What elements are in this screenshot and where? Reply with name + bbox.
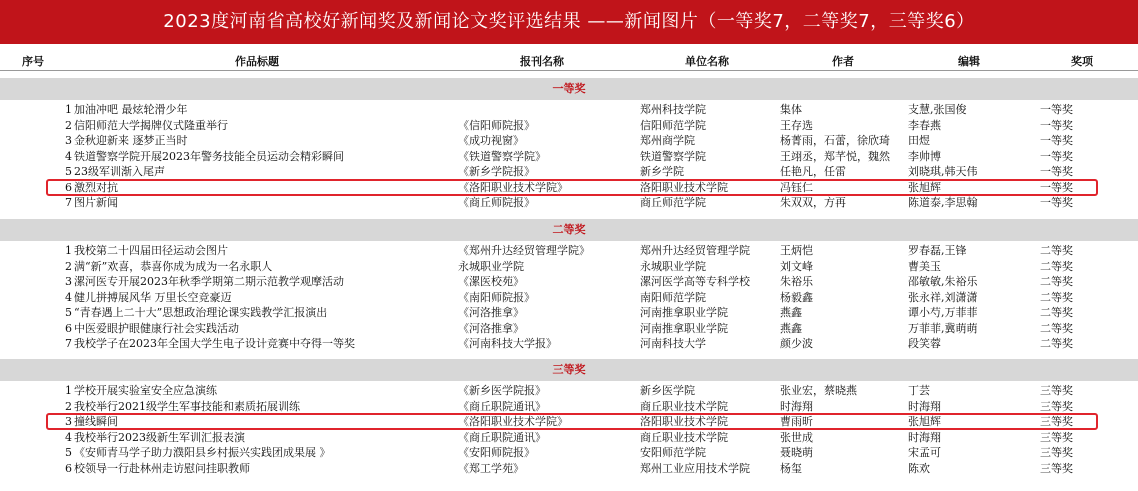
cell-no: 2 bbox=[65, 399, 72, 413]
table-row bbox=[0, 118, 1138, 133]
cell-unit: 商丘职业技术学院 bbox=[640, 399, 728, 413]
cell-title: 金秋迎新来 逐梦正当时 bbox=[74, 134, 188, 147]
cell-title: 我校举行2021级学生军事技能和素质拓展训练 bbox=[74, 399, 300, 413]
cell-unit: 商丘师范学院 bbox=[640, 196, 706, 209]
col-header-no: 序号 bbox=[22, 55, 44, 68]
cell-paper: 《商丘师院报》 bbox=[458, 196, 535, 209]
cell-author: 王翊丞，郑芊悦，魏然 bbox=[780, 149, 890, 163]
cell-award: 一等奖 bbox=[1040, 134, 1073, 147]
cell-award: 三等奖 bbox=[1040, 399, 1073, 413]
cell-editor: 丁芸 bbox=[908, 384, 930, 397]
cell-award: 二等奖 bbox=[1040, 306, 1073, 319]
cell-award: 二等奖 bbox=[1040, 244, 1073, 257]
cell-author: 张业宏，蔡晓燕 bbox=[780, 384, 857, 397]
cell-editor: 罗春磊,王锋 bbox=[908, 244, 967, 257]
cell-unit: 郑州工业应用技术学院 bbox=[640, 461, 750, 475]
cell-editor: 张永祥,刘潇潇 bbox=[908, 290, 978, 304]
table-row bbox=[0, 321, 1138, 336]
cell-paper: 《河洛推拿》 bbox=[458, 321, 524, 335]
cell-editor: 段笑蓉 bbox=[908, 337, 941, 350]
cell-editor: 谭小芍,万菲菲 bbox=[908, 306, 978, 319]
cell-no: 5 bbox=[65, 306, 72, 319]
cell-author: 曹雨昕 bbox=[780, 415, 813, 428]
cell-no: 2 bbox=[65, 118, 72, 132]
cell-paper: 《南阳师院报》 bbox=[458, 290, 535, 304]
cell-author: 燕鑫 bbox=[780, 306, 802, 319]
cell-award: 一等奖 bbox=[1040, 196, 1073, 209]
cell-author: 杨菁雨，石蕾，徐欣琦 bbox=[780, 134, 890, 147]
cell-editor: 时海翔 bbox=[908, 430, 941, 444]
cell-unit: 河南科技大学 bbox=[640, 337, 706, 350]
cell-unit: 信阳师范学院 bbox=[640, 118, 706, 132]
cell-paper: 《新乡学院报》 bbox=[458, 165, 535, 178]
cell-author: 刘文峰 bbox=[780, 259, 813, 273]
cell-editor: 宋孟可 bbox=[908, 446, 941, 459]
cell-no: 4 bbox=[65, 290, 72, 304]
cell-paper: 《新乡医学院报》 bbox=[458, 384, 546, 397]
table-row bbox=[0, 383, 1138, 398]
cell-award: 三等奖 bbox=[1040, 384, 1073, 397]
cell-award: 一等奖 bbox=[1040, 118, 1073, 132]
cell-unit: 南阳师范学院 bbox=[640, 290, 706, 304]
table-row bbox=[0, 399, 1138, 414]
cell-editor: 刘晓琪,韩天伟 bbox=[908, 165, 978, 178]
cell-award: 一等奖 bbox=[1040, 149, 1073, 163]
table-row bbox=[0, 305, 1138, 320]
cell-award: 二等奖 bbox=[1040, 337, 1073, 350]
cell-title: 漯河医专开展2023年秋季学期第二期示范教学观摩活动 bbox=[74, 275, 344, 288]
cell-editor: 支慧,张国俊 bbox=[908, 103, 967, 116]
cell-unit: 郑州升达经贸管理学院 bbox=[640, 244, 750, 257]
section-header: 三等奖 bbox=[0, 359, 1138, 381]
cell-editor: 李春燕 bbox=[908, 118, 941, 132]
cell-paper: 《成功视窗》 bbox=[458, 134, 524, 147]
cell-author: 集体 bbox=[780, 103, 802, 116]
table-row bbox=[0, 164, 1138, 179]
cell-unit: 郑州科技学院 bbox=[640, 103, 706, 116]
cell-title: 健儿拼搏展风华 万里长空竞豪迈 bbox=[74, 290, 232, 304]
cell-author: 张世成 bbox=[780, 430, 813, 444]
cell-editor: 张旭辉 bbox=[908, 415, 941, 428]
cell-award: 一等奖 bbox=[1040, 180, 1073, 194]
cell-editor: 万菲菲,冀萌萌 bbox=[908, 321, 978, 335]
cell-no: 6 bbox=[65, 321, 72, 335]
cell-paper: 《安阳师院报》 bbox=[458, 446, 535, 459]
cell-author: 杨毅鑫 bbox=[780, 290, 813, 304]
cell-unit: 商丘职业技术学院 bbox=[640, 430, 728, 444]
cell-editor: 田煜 bbox=[908, 134, 930, 147]
cell-title: 《安师青马学子助力濮阳县乡村振兴实践团成果展 》 bbox=[74, 446, 331, 459]
cell-editor: 陈欢 bbox=[908, 461, 930, 475]
cell-no: 3 bbox=[65, 415, 72, 428]
cell-author: 杨玺 bbox=[780, 461, 802, 475]
table-row bbox=[0, 461, 1138, 476]
cell-unit: 洛阳职业技术学院 bbox=[640, 415, 728, 428]
cell-author: 朱双双，方再 bbox=[780, 196, 846, 209]
table-row bbox=[0, 133, 1138, 148]
cell-paper: 《河南科技大学报》 bbox=[458, 337, 557, 350]
cell-title: 满“新”欢喜，恭喜你成为成为一名永职人 bbox=[74, 259, 273, 273]
table-row bbox=[0, 102, 1138, 117]
cell-paper: 《洛阳职业技术学院》 bbox=[458, 415, 568, 428]
cell-author: 时海翔 bbox=[780, 399, 813, 413]
table-row bbox=[0, 336, 1138, 351]
cell-no: 7 bbox=[65, 337, 72, 350]
cell-no: 3 bbox=[65, 134, 72, 147]
cell-paper: 《郑州升达经贸管理学院》 bbox=[458, 244, 590, 257]
col-header-award: 奖项 bbox=[1071, 55, 1093, 68]
table-header bbox=[0, 50, 1138, 71]
cell-title: 校领导一行赴林州走访慰问挂职教师 bbox=[74, 461, 250, 475]
cell-unit: 河南推拿职业学院 bbox=[640, 306, 728, 319]
col-header-paper: 报刊名称 bbox=[520, 55, 564, 68]
col-header-title: 作品标题 bbox=[235, 55, 279, 68]
cell-no: 2 bbox=[65, 259, 72, 273]
page-title: 2023度河南省高校好新闻奖及新闻论文奖评选结果 ——新闻图片（一等奖7，二等奖7，三等奖6） bbox=[0, 0, 1138, 44]
cell-paper: 《漯医校苑》 bbox=[458, 275, 524, 288]
cell-title: 加油冲吧 最炫轮滑少年 bbox=[74, 103, 188, 116]
cell-author: 冯钰仁 bbox=[780, 180, 813, 194]
cell-author: 王存选 bbox=[780, 118, 813, 132]
cell-title: 中医爱眼护眼健康行社会实践活动 bbox=[74, 321, 239, 335]
cell-award: 二等奖 bbox=[1040, 259, 1073, 273]
cell-unit: 铁道警察学院 bbox=[640, 149, 706, 163]
cell-no: 5 bbox=[65, 165, 72, 178]
cell-author: 王炳恺 bbox=[780, 244, 813, 257]
cell-unit: 安阳师范学院 bbox=[640, 446, 706, 459]
cell-title: 信阳师范大学揭牌仪式隆重举行 bbox=[74, 118, 228, 132]
table-row bbox=[0, 445, 1138, 460]
cell-no: 1 bbox=[65, 384, 72, 397]
col-header-author: 作者 bbox=[832, 55, 854, 68]
cell-no: 5 bbox=[65, 446, 72, 459]
cell-award: 一等奖 bbox=[1040, 103, 1073, 116]
cell-unit: 新乡学院 bbox=[640, 165, 684, 178]
cell-title: 激烈对抗 bbox=[74, 180, 118, 194]
cell-editor: 陈道泰,李思翰 bbox=[908, 196, 978, 209]
cell-award: 三等奖 bbox=[1040, 430, 1073, 444]
cell-editor: 张旭辉 bbox=[908, 180, 941, 194]
cell-author: 任艳凡，任雷 bbox=[780, 165, 846, 178]
highlight-box bbox=[46, 179, 1098, 196]
cell-title: 我校举行2023级新生军训汇报表演 bbox=[74, 430, 245, 444]
cell-unit: 新乡医学院 bbox=[640, 384, 695, 397]
table-row bbox=[0, 274, 1138, 289]
cell-author: 颜少波 bbox=[780, 337, 813, 350]
col-header-editor: 编辑 bbox=[958, 55, 980, 68]
cell-paper: 《商丘职院通讯》 bbox=[458, 430, 546, 444]
cell-no: 6 bbox=[65, 461, 72, 475]
cell-no: 4 bbox=[65, 430, 72, 444]
cell-editor: 时海翔 bbox=[908, 399, 941, 413]
cell-paper: 永城职业学院 bbox=[458, 259, 524, 273]
cell-title: 23级军训渐入尾声 bbox=[74, 165, 165, 178]
cell-paper: 《铁道警察学院》 bbox=[458, 149, 546, 163]
cell-unit: 河南推拿职业学院 bbox=[640, 321, 728, 335]
cell-award: 三等奖 bbox=[1040, 446, 1073, 459]
table-row bbox=[0, 243, 1138, 258]
cell-title: 铁道警察学院开展2023年警务技能全员运动会精彩瞬间 bbox=[74, 149, 344, 163]
table-row bbox=[0, 259, 1138, 274]
cell-no: 7 bbox=[65, 196, 72, 209]
table-row bbox=[0, 149, 1138, 164]
cell-award: 二等奖 bbox=[1040, 321, 1073, 335]
cell-no: 6 bbox=[65, 180, 72, 194]
cell-title: 我校学子在2023年全国大学生电子设计竞赛中夺得一等奖 bbox=[74, 337, 355, 350]
cell-author: 聂晓萌 bbox=[780, 446, 813, 459]
cell-award: 三等奖 bbox=[1040, 415, 1073, 428]
cell-author: 燕鑫 bbox=[780, 321, 802, 335]
cell-paper: 《信阳师院报》 bbox=[458, 118, 535, 132]
cell-title: 图片新闻 bbox=[74, 196, 118, 209]
cell-no: 3 bbox=[65, 275, 72, 288]
cell-award: 二等奖 bbox=[1040, 275, 1073, 288]
cell-unit: 漯河医学高等专科学校 bbox=[640, 275, 750, 288]
cell-paper: 《河洛推拿》 bbox=[458, 306, 524, 319]
cell-author: 朱裕乐 bbox=[780, 275, 813, 288]
table-row bbox=[0, 290, 1138, 305]
cell-paper: 《洛阳职业技术学院》 bbox=[458, 180, 568, 194]
cell-editor: 邵敏敏,朱裕乐 bbox=[908, 275, 978, 288]
table-row bbox=[0, 430, 1138, 445]
cell-unit: 洛阳职业技术学院 bbox=[640, 180, 728, 194]
cell-editor: 李帅博 bbox=[908, 149, 941, 163]
col-header-unit: 单位名称 bbox=[685, 55, 729, 68]
cell-unit: 永城职业学院 bbox=[640, 259, 706, 273]
cell-no: 1 bbox=[65, 103, 72, 116]
cell-title: “青春遇上二十大”思想政治理论课实践教学汇报演出 bbox=[74, 306, 328, 319]
section-header: 二等奖 bbox=[0, 219, 1138, 241]
cell-no: 1 bbox=[65, 244, 72, 257]
cell-paper: 《商丘职院通讯》 bbox=[458, 399, 546, 413]
cell-title: 学校开展实验室安全应急演练 bbox=[74, 384, 217, 397]
section-header: 一等奖 bbox=[0, 78, 1138, 100]
cell-no: 4 bbox=[65, 149, 72, 163]
cell-paper: 《郑工学苑》 bbox=[458, 461, 524, 475]
cell-editor: 曹美玉 bbox=[908, 259, 941, 273]
cell-award: 二等奖 bbox=[1040, 290, 1073, 304]
cell-award: 三等奖 bbox=[1040, 461, 1073, 475]
cell-unit: 郑州商学院 bbox=[640, 134, 695, 147]
cell-title: 我校第二十四届田径运动会图片 bbox=[74, 244, 228, 257]
table-row bbox=[0, 195, 1138, 210]
cell-award: 一等奖 bbox=[1040, 165, 1073, 178]
cell-title: 撞线瞬间 bbox=[74, 415, 118, 428]
highlight-box bbox=[46, 413, 1098, 430]
